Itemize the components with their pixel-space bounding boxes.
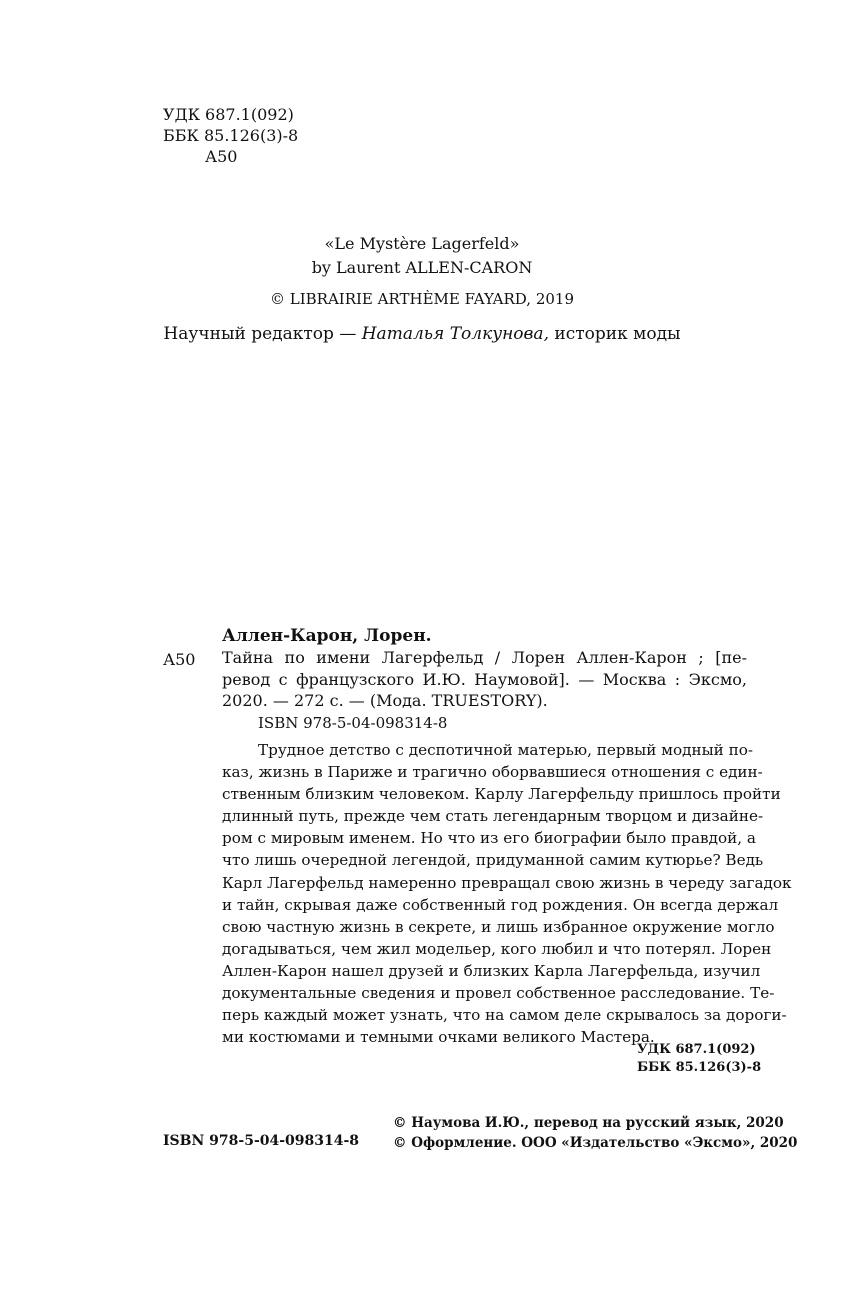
annotation-line: перь каждый может узнать, что на самом деле скрывалось за дороги- [222,1006,787,1025]
annotation-line: догадываться, чем жил модельер, кого любил и что потерял. Лорен [222,939,772,958]
copyright-design: © Оформление. ООО «Издательство «Эксмо», 2020 [393,1135,798,1151]
annotation-line: Трудное детство с деспотичной матерью, первый модный по- [258,741,754,759]
annotation-line: длинный путь, прежде чем стать легендарным творцом и дизайне- [222,807,764,826]
annotation-line: документальные сведения и провел собственное расследование. Те- [222,984,775,1003]
biblio-line: ревод с французского И.Ю. Наумовой]. — Москва : Эксмо, [222,669,747,689]
original-title: «Le Mystère Lagerfeld» [324,234,520,253]
annotation-line: что лишь очередной легендой, придуманной самим кутюрье? Ведь [222,851,764,870]
footer-isbn: ISBN 978-5-04-098314-8 [163,1133,360,1149]
footer-copyrights [393,1113,797,1153]
annotation-line: Карл Лагерфельд намеренно превращал свою жизнь в череду загадок [222,873,792,892]
annotation-line: ми костюмами и темными очками великого Мастера. [222,1028,655,1047]
annotation-line: Аллен-Карон нашел друзей и близких Карла Лагерфельда, изучил [222,961,761,980]
top-classification-codes [163,104,298,167]
original-copyright: © LIBRAIRIE ARTHÈME FAYARD, 2019 [269,290,575,308]
scientific-editor [0,322,844,346]
annotation-line: и тайн, скрывая даже собственный год рождения. Он всегда держал [222,895,779,914]
annotation-line: каз, жизнь в Париже и трагично оборвавшиеся отношения с един- [222,763,763,782]
editor-suffix: историк моды [548,324,681,344]
annotation-line: ром с мировым именем. Но что из его биографии было правдой, а [222,829,756,848]
udk-code: УДК 687.1(092) [163,105,294,124]
annotation-line: свою частную жизнь в секрете, и лишь избранное окружение могло [222,917,775,936]
catalog-side-code: А50 [163,650,196,669]
editor-name: Наталья Толкунова, [361,324,549,344]
bibliographic-description [222,647,747,712]
annotation-line: ственным близким человеком. Карлу Лагерфельду пришлось пройти [222,785,781,804]
bbk-code-bottom: ББК 85.126(3)-8 [637,1060,762,1075]
udk-code-bottom: УДК 687.1(092) [637,1042,756,1057]
bottom-classification-codes [637,1041,761,1077]
biblio-line: 2020. — 272 с. — (Мода. TRUESTORY). [222,691,548,710]
original-author: by Laurent ALLEN-CARON [311,258,533,277]
catalog-isbn: ISBN 978-5-04-098314-8 [258,714,448,732]
catalog-author: Аллен-Карон, Лорен. [222,626,432,646]
author-sign: А50 [205,147,238,166]
bbk-code: ББК 85.126(3)-8 [163,126,299,145]
annotation [222,739,792,1048]
biblio-line: Тайна по имени Лагерфельд / Лорен Аллен-Карон ; [пе- [222,648,747,667]
editor-prefix: Научный редактор — [163,324,362,344]
copyright-translation: © Наумова И.Ю., перевод на русский язык, 2020 [393,1115,784,1131]
